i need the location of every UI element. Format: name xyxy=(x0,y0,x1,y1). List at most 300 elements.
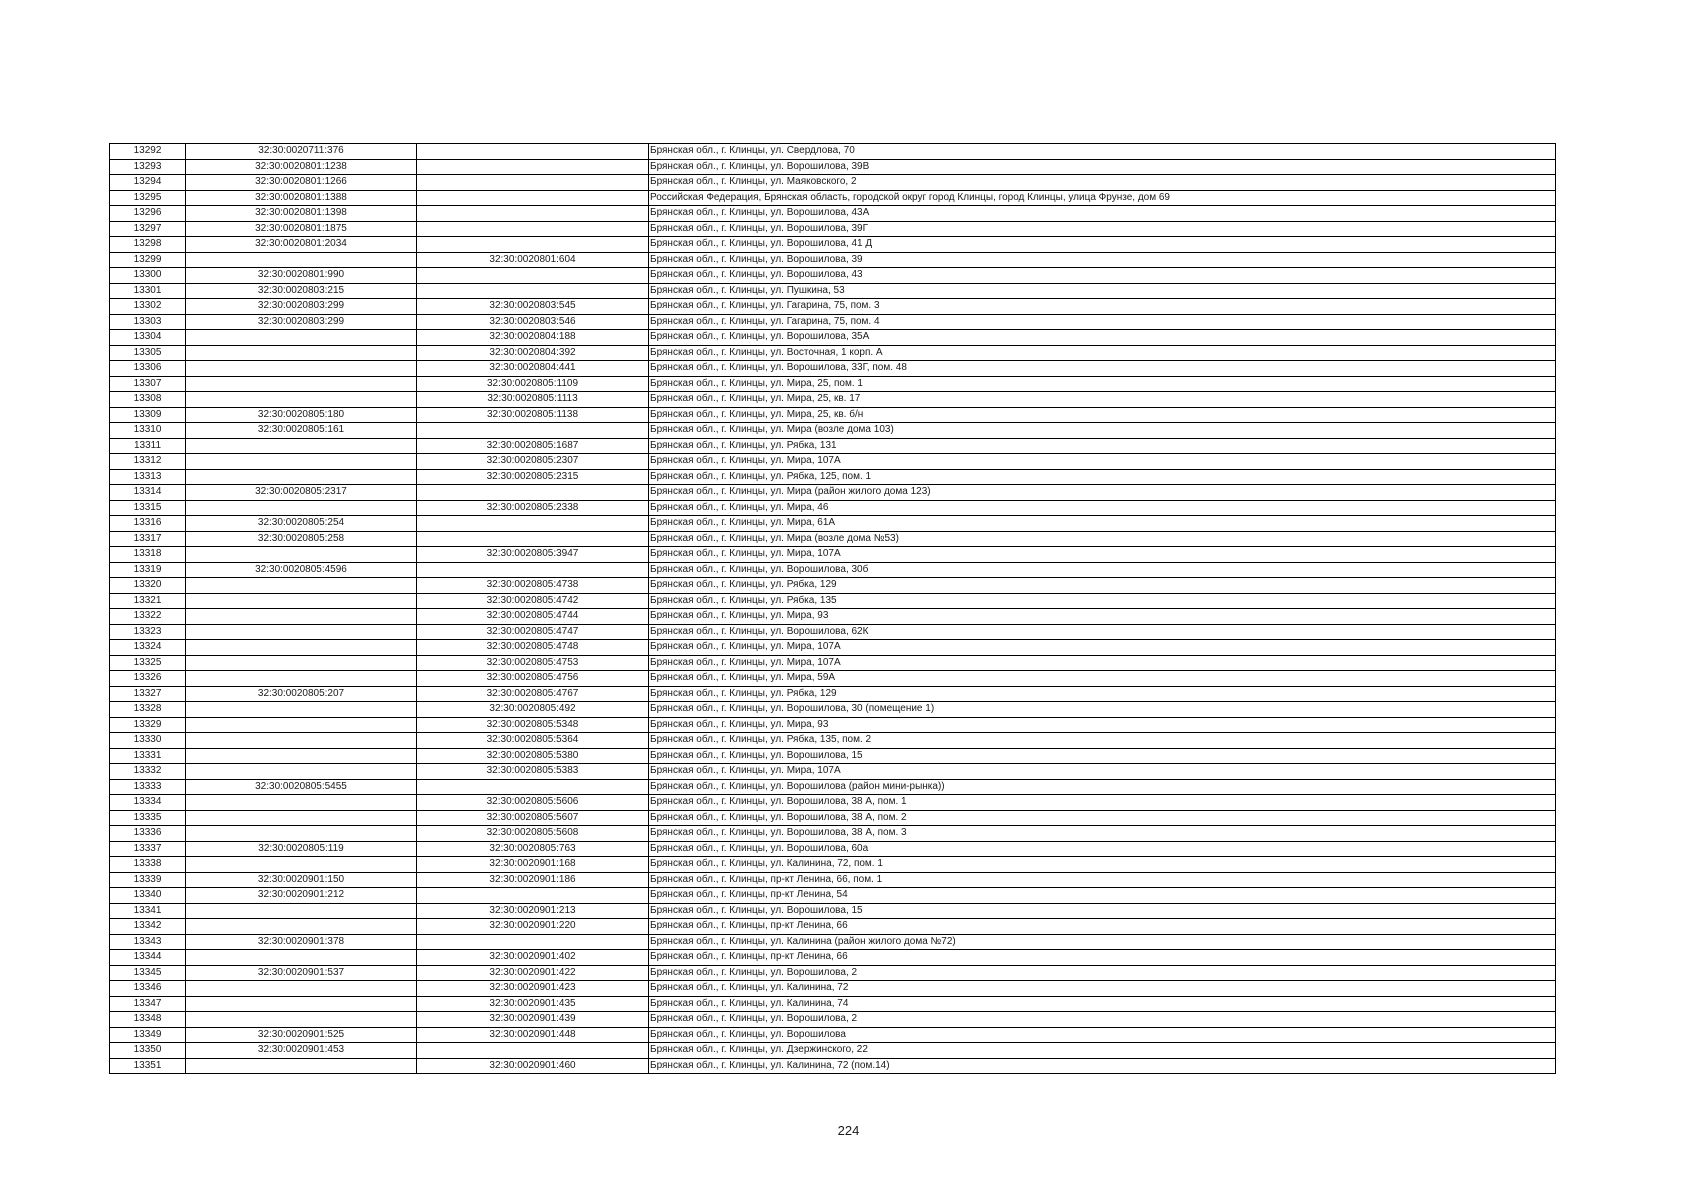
cadastral-number-cell: 32:30:0020901:537 xyxy=(186,965,417,981)
table-row xyxy=(110,221,1556,237)
related-cadastral-number-cell: 32:30:0020805:1138 xyxy=(417,407,649,423)
address-cell: Брянская обл., г. Клинцы, ул. Рябка, 129 xyxy=(649,686,1556,702)
related-cadastral-number-cell: 32:30:0020805:4742 xyxy=(417,593,649,609)
cadastral-number-cell xyxy=(186,919,417,935)
table-row xyxy=(110,159,1556,175)
row-number-cell: 13314 xyxy=(110,485,186,501)
row-number-cell: 13328 xyxy=(110,702,186,718)
cadastral-number-cell: 32:30:0020901:525 xyxy=(186,1027,417,1043)
cadastral-number-cell: 32:30:0020805:180 xyxy=(186,407,417,423)
row-number-cell: 13343 xyxy=(110,934,186,950)
related-cadastral-number-cell: 32:30:0020805:2307 xyxy=(417,454,649,470)
related-cadastral-number-cell: 32:30:0020805:4738 xyxy=(417,578,649,594)
related-cadastral-number-cell: 32:30:0020804:188 xyxy=(417,330,649,346)
table-row xyxy=(110,407,1556,423)
table-row xyxy=(110,810,1556,826)
table-row xyxy=(110,283,1556,299)
row-number-cell: 13292 xyxy=(110,144,186,160)
row-number-cell: 13339 xyxy=(110,872,186,888)
row-number-cell: 13320 xyxy=(110,578,186,594)
row-number-cell: 13295 xyxy=(110,190,186,206)
table-row xyxy=(110,826,1556,842)
address-cell: Брянская обл., г. Клинцы, ул. Рябка, 135 xyxy=(649,593,1556,609)
address-cell: Брянская обл., г. Клинцы, ул. Восточная, 1 корп. А xyxy=(649,345,1556,361)
table-row xyxy=(110,795,1556,811)
table-row xyxy=(110,872,1556,888)
related-cadastral-number-cell: 32:30:0020901:402 xyxy=(417,950,649,966)
row-number-cell: 13304 xyxy=(110,330,186,346)
related-cadastral-number-cell: 32:30:0020901:460 xyxy=(417,1058,649,1074)
address-cell: Брянская обл., г. Клинцы, ул. Гагарина, 75, пом. 3 xyxy=(649,299,1556,315)
related-cadastral-number-cell xyxy=(417,423,649,439)
address-cell: Брянская обл., г. Клинцы, ул. Ворошилова, 2 xyxy=(649,965,1556,981)
address-cell: Брянская обл., г. Клинцы, ул. Ворошилова, 38 А, пом. 2 xyxy=(649,810,1556,826)
table-row xyxy=(110,748,1556,764)
row-number-cell: 13349 xyxy=(110,1027,186,1043)
address-cell: Брянская обл., г. Клинцы, ул. Мира, 107А xyxy=(649,454,1556,470)
table-row xyxy=(110,1027,1556,1043)
cadastral-number-cell xyxy=(186,748,417,764)
related-cadastral-number-cell xyxy=(417,175,649,191)
cadastral-number-cell xyxy=(186,655,417,671)
table-row xyxy=(110,485,1556,501)
related-cadastral-number-cell: 32:30:0020901:168 xyxy=(417,857,649,873)
cadastral-number-cell xyxy=(186,361,417,377)
cadastral-number-cell: 32:30:0020901:212 xyxy=(186,888,417,904)
address-cell: Брянская обл., г. Клинцы, ул. Свердлова, 70 xyxy=(649,144,1556,160)
table-row xyxy=(110,438,1556,454)
table-row xyxy=(110,655,1556,671)
table-row xyxy=(110,764,1556,780)
address-cell: Брянская обл., г. Клинцы, ул. Мира, 107А xyxy=(649,640,1556,656)
related-cadastral-number-cell xyxy=(417,159,649,175)
related-cadastral-number-cell xyxy=(417,1043,649,1059)
table-row xyxy=(110,314,1556,330)
row-number-cell: 13341 xyxy=(110,903,186,919)
row-number-cell: 13305 xyxy=(110,345,186,361)
related-cadastral-number-cell: 32:30:0020901:186 xyxy=(417,872,649,888)
related-cadastral-number-cell xyxy=(417,221,649,237)
table-row xyxy=(110,190,1556,206)
cadastral-number-cell: 32:30:0020803:299 xyxy=(186,314,417,330)
row-number-cell: 13300 xyxy=(110,268,186,284)
address-cell: Брянская обл., г. Клинцы, ул. Мира, 25, пом. 1 xyxy=(649,376,1556,392)
address-cell: Брянская обл., г. Клинцы, ул. Ворошилова, 15 xyxy=(649,748,1556,764)
row-number-cell: 13299 xyxy=(110,252,186,268)
row-number-cell: 13326 xyxy=(110,671,186,687)
address-cell: Брянская обл., г. Клинцы, ул. Ворошилова, 39В xyxy=(649,159,1556,175)
related-cadastral-number-cell: 32:30:0020805:1113 xyxy=(417,392,649,408)
cadastral-number-cell xyxy=(186,1012,417,1028)
cadastral-number-cell: 32:30:0020901:453 xyxy=(186,1043,417,1059)
related-cadastral-number-cell: 32:30:0020805:1687 xyxy=(417,438,649,454)
cadastral-number-cell: 32:30:0020801:1266 xyxy=(186,175,417,191)
cadastral-number-cell: 32:30:0020801:990 xyxy=(186,268,417,284)
cadastral-number-cell xyxy=(186,330,417,346)
row-number-cell: 13347 xyxy=(110,996,186,1012)
address-cell: Брянская обл., г. Клинцы, ул. Маяковского, 2 xyxy=(649,175,1556,191)
related-cadastral-number-cell: 32:30:0020804:441 xyxy=(417,361,649,377)
table-row xyxy=(110,640,1556,656)
cadastral-number-cell xyxy=(186,547,417,563)
cadastral-number-cell: 32:30:0020801:1875 xyxy=(186,221,417,237)
table-row xyxy=(110,392,1556,408)
related-cadastral-number-cell xyxy=(417,206,649,222)
row-number-cell: 13334 xyxy=(110,795,186,811)
row-number-cell: 13297 xyxy=(110,221,186,237)
related-cadastral-number-cell: 32:30:0020901:423 xyxy=(417,981,649,997)
cadastral-number-cell xyxy=(186,733,417,749)
address-cell: Брянская обл., г. Клинцы, ул. Ворошилова, 35А xyxy=(649,330,1556,346)
related-cadastral-number-cell: 32:30:0020805:5607 xyxy=(417,810,649,826)
cadastral-number-cell xyxy=(186,609,417,625)
cadastral-number-cell xyxy=(186,996,417,1012)
table-row xyxy=(110,268,1556,284)
table-row xyxy=(110,578,1556,594)
table-row xyxy=(110,702,1556,718)
row-number-cell: 13303 xyxy=(110,314,186,330)
table-row xyxy=(110,857,1556,873)
cadastral-number-cell: 32:30:0020801:1238 xyxy=(186,159,417,175)
address-cell: Брянская обл., г. Клинцы, ул. Ворошилова, 60а xyxy=(649,841,1556,857)
table-row xyxy=(110,500,1556,516)
related-cadastral-number-cell xyxy=(417,144,649,160)
row-number-cell: 13322 xyxy=(110,609,186,625)
related-cadastral-number-cell xyxy=(417,562,649,578)
row-number-cell: 13318 xyxy=(110,547,186,563)
table-row xyxy=(110,237,1556,253)
row-number-cell: 13330 xyxy=(110,733,186,749)
address-cell: Брянская обл., г. Клинцы, ул. Ворошилова, 38 А, пом. 3 xyxy=(649,826,1556,842)
related-cadastral-number-cell: 32:30:0020805:5383 xyxy=(417,764,649,780)
table-row xyxy=(110,996,1556,1012)
table-row xyxy=(110,624,1556,640)
related-cadastral-number-cell: 32:30:0020805:4747 xyxy=(417,624,649,640)
related-cadastral-number-cell: 32:30:0020805:763 xyxy=(417,841,649,857)
cadastral-number-cell xyxy=(186,826,417,842)
address-cell: Российская Федерация, Брянская область, городской округ город Клинцы, город Клинцы, улица Фрунзе, дом 69 xyxy=(649,190,1556,206)
row-number-cell: 13294 xyxy=(110,175,186,191)
related-cadastral-number-cell: 32:30:0020803:546 xyxy=(417,314,649,330)
address-cell: Брянская обл., г. Клинцы, ул. Гагарина, 75, пом. 4 xyxy=(649,314,1556,330)
table-row xyxy=(110,1012,1556,1028)
related-cadastral-number-cell: 32:30:0020901:422 xyxy=(417,965,649,981)
address-cell: Брянская обл., г. Клинцы, ул. Калинина (район жилого дома №72) xyxy=(649,934,1556,950)
related-cadastral-number-cell xyxy=(417,190,649,206)
related-cadastral-number-cell: 32:30:0020805:4744 xyxy=(417,609,649,625)
row-number-cell: 13333 xyxy=(110,779,186,795)
cadastral-number-cell: 32:30:0020805:119 xyxy=(186,841,417,857)
table-row xyxy=(110,965,1556,981)
cadastral-number-cell xyxy=(186,857,417,873)
related-cadastral-number-cell: 32:30:0020805:2315 xyxy=(417,469,649,485)
cadastral-number-cell: 32:30:0020801:1398 xyxy=(186,206,417,222)
address-cell: Брянская обл., г. Клинцы, ул. Рябка, 125, пом. 1 xyxy=(649,469,1556,485)
cadastral-number-cell xyxy=(186,903,417,919)
table-row xyxy=(110,1058,1556,1074)
related-cadastral-number-cell xyxy=(417,237,649,253)
row-number-cell: 13306 xyxy=(110,361,186,377)
address-cell: Брянская обл., г. Клинцы, ул. Рябка, 135, пом. 2 xyxy=(649,733,1556,749)
address-cell: Брянская обл., г. Клинцы, ул. Ворошилова, 39Г xyxy=(649,221,1556,237)
row-number-cell: 13338 xyxy=(110,857,186,873)
table-row xyxy=(110,686,1556,702)
cadastral-number-cell: 32:30:0020711:376 xyxy=(186,144,417,160)
table-row xyxy=(110,330,1556,346)
address-cell: Брянская обл., г. Клинцы, ул. Мира (район жилого дома 123) xyxy=(649,485,1556,501)
table-row xyxy=(110,981,1556,997)
row-number-cell: 13308 xyxy=(110,392,186,408)
row-number-cell: 13324 xyxy=(110,640,186,656)
cadastral-number-cell xyxy=(186,671,417,687)
row-number-cell: 13340 xyxy=(110,888,186,904)
cadastral-number-cell: 32:30:0020901:150 xyxy=(186,872,417,888)
table-row xyxy=(110,547,1556,563)
cadastral-number-cell xyxy=(186,640,417,656)
related-cadastral-number-cell: 32:30:0020901:213 xyxy=(417,903,649,919)
registry-table-body xyxy=(110,144,1556,1074)
cadastral-number-cell: 32:30:0020805:161 xyxy=(186,423,417,439)
related-cadastral-number-cell: 32:30:0020805:492 xyxy=(417,702,649,718)
address-cell: Брянская обл., г. Клинцы, ул. Мира, 93 xyxy=(649,717,1556,733)
address-cell: Брянская обл., г. Клинцы, ул. Мира, 107А xyxy=(649,655,1556,671)
cadastral-number-cell xyxy=(186,500,417,516)
cadastral-number-cell: 32:30:0020803:299 xyxy=(186,299,417,315)
address-cell: Брянская обл., г. Клинцы, ул. Рябка, 129 xyxy=(649,578,1556,594)
table-row xyxy=(110,516,1556,532)
row-number-cell: 13331 xyxy=(110,748,186,764)
table-row xyxy=(110,609,1556,625)
address-cell: Брянская обл., г. Клинцы, ул. Мира (возле дома 103) xyxy=(649,423,1556,439)
cadastral-number-cell xyxy=(186,717,417,733)
related-cadastral-number-cell: 32:30:0020805:5348 xyxy=(417,717,649,733)
cadastral-number-cell xyxy=(186,795,417,811)
row-number-cell: 13316 xyxy=(110,516,186,532)
table-row xyxy=(110,733,1556,749)
table-row xyxy=(110,671,1556,687)
row-number-cell: 13336 xyxy=(110,826,186,842)
cadastral-number-cell xyxy=(186,981,417,997)
row-number-cell: 13321 xyxy=(110,593,186,609)
cadastral-number-cell xyxy=(186,454,417,470)
address-cell: Брянская обл., г. Клинцы, ул. Калинина, 72 xyxy=(649,981,1556,997)
address-cell: Брянская обл., г. Клинцы, ул. Ворошилова, 33Г, пом. 48 xyxy=(649,361,1556,377)
table-row xyxy=(110,934,1556,950)
row-number-cell: 13310 xyxy=(110,423,186,439)
table-row xyxy=(110,531,1556,547)
table-row xyxy=(110,717,1556,733)
related-cadastral-number-cell xyxy=(417,779,649,795)
row-number-cell: 13319 xyxy=(110,562,186,578)
cadastral-number-cell: 32:30:0020805:207 xyxy=(186,686,417,702)
related-cadastral-number-cell xyxy=(417,934,649,950)
related-cadastral-number-cell: 32:30:0020805:5364 xyxy=(417,733,649,749)
related-cadastral-number-cell: 32:30:0020805:4748 xyxy=(417,640,649,656)
registry-table xyxy=(109,143,1556,1074)
cadastral-number-cell xyxy=(186,810,417,826)
cadastral-number-cell xyxy=(186,1058,417,1074)
related-cadastral-number-cell: 32:30:0020805:1109 xyxy=(417,376,649,392)
related-cadastral-number-cell: 32:30:0020805:2338 xyxy=(417,500,649,516)
address-cell: Брянская обл., г. Клинцы, ул. Калинина, 72, пом. 1 xyxy=(649,857,1556,873)
address-cell: Брянская обл., г. Клинцы, ул. Калинина, 72 (пом.14) xyxy=(649,1058,1556,1074)
address-cell: Брянская обл., г. Клинцы, ул. Мира, 61А xyxy=(649,516,1556,532)
related-cadastral-number-cell: 32:30:0020805:4767 xyxy=(417,686,649,702)
related-cadastral-number-cell: 32:30:0020805:4753 xyxy=(417,655,649,671)
row-number-cell: 13301 xyxy=(110,283,186,299)
row-number-cell: 13309 xyxy=(110,407,186,423)
address-cell: Брянская обл., г. Клинцы, ул. Рябка, 131 xyxy=(649,438,1556,454)
table-row xyxy=(110,562,1556,578)
address-cell: Брянская обл., г. Клинцы, ул. Ворошилова, 38 А, пом. 1 xyxy=(649,795,1556,811)
address-cell: Брянская обл., г. Клинцы, пр-кт Ленина, 54 xyxy=(649,888,1556,904)
table-row xyxy=(110,175,1556,191)
cadastral-number-cell xyxy=(186,624,417,640)
row-number-cell: 13311 xyxy=(110,438,186,454)
row-number-cell: 13323 xyxy=(110,624,186,640)
related-cadastral-number-cell xyxy=(417,485,649,501)
table-row xyxy=(110,252,1556,268)
table-row xyxy=(110,345,1556,361)
row-number-cell: 13337 xyxy=(110,841,186,857)
row-number-cell: 13348 xyxy=(110,1012,186,1028)
table-row xyxy=(110,423,1556,439)
address-cell: Брянская обл., г. Клинцы, ул. Ворошилова, 15 xyxy=(649,903,1556,919)
table-row xyxy=(110,469,1556,485)
address-cell: Брянская обл., г. Клинцы, ул. Калинина, 74 xyxy=(649,996,1556,1012)
address-cell: Брянская обл., г. Клинцы, пр-кт Ленина, 66 xyxy=(649,919,1556,935)
row-number-cell: 13344 xyxy=(110,950,186,966)
related-cadastral-number-cell: 32:30:0020801:604 xyxy=(417,252,649,268)
cadastral-number-cell xyxy=(186,764,417,780)
related-cadastral-number-cell xyxy=(417,268,649,284)
row-number-cell: 13312 xyxy=(110,454,186,470)
address-cell: Брянская обл., г. Клинцы, ул. Мира, 59А xyxy=(649,671,1556,687)
row-number-cell: 13315 xyxy=(110,500,186,516)
address-cell: Брянская обл., г. Клинцы, ул. Ворошилова, 43А xyxy=(649,206,1556,222)
address-cell: Брянская обл., г. Клинцы, ул. Ворошилова, 2 xyxy=(649,1012,1556,1028)
row-number-cell: 13325 xyxy=(110,655,186,671)
table-row xyxy=(110,841,1556,857)
address-cell: Брянская обл., г. Клинцы, ул. Мира, 25, кв. 17 xyxy=(649,392,1556,408)
row-number-cell: 13342 xyxy=(110,919,186,935)
table-row xyxy=(110,593,1556,609)
cadastral-number-cell: 32:30:0020805:258 xyxy=(186,531,417,547)
table-row xyxy=(110,206,1556,222)
related-cadastral-number-cell: 32:30:0020805:5608 xyxy=(417,826,649,842)
cadastral-number-cell xyxy=(186,950,417,966)
cadastral-number-cell: 32:30:0020805:5455 xyxy=(186,779,417,795)
row-number-cell: 13296 xyxy=(110,206,186,222)
related-cadastral-number-cell: 32:30:0020805:5380 xyxy=(417,748,649,764)
row-number-cell: 13329 xyxy=(110,717,186,733)
address-cell: Брянская обл., г. Клинцы, ул. Мира, 107А xyxy=(649,547,1556,563)
address-cell: Брянская обл., г. Клинцы, ул. Мира, 93 xyxy=(649,609,1556,625)
row-number-cell: 13313 xyxy=(110,469,186,485)
row-number-cell: 13350 xyxy=(110,1043,186,1059)
row-number-cell: 13351 xyxy=(110,1058,186,1074)
related-cadastral-number-cell xyxy=(417,888,649,904)
address-cell: Брянская обл., г. Клинцы, ул. Ворошилова, 39 xyxy=(649,252,1556,268)
address-cell: Брянская обл., г. Клинцы, ул. Дзержинского, 22 xyxy=(649,1043,1556,1059)
row-number-cell: 13293 xyxy=(110,159,186,175)
table-row xyxy=(110,888,1556,904)
table-row xyxy=(110,903,1556,919)
table-row xyxy=(110,779,1556,795)
cadastral-number-cell xyxy=(186,469,417,485)
related-cadastral-number-cell: 32:30:0020901:435 xyxy=(417,996,649,1012)
address-cell: Брянская обл., г. Клинцы, ул. Ворошилова, 62К xyxy=(649,624,1556,640)
cadastral-number-cell: 32:30:0020805:2317 xyxy=(186,485,417,501)
address-cell: Брянская обл., г. Клинцы, ул. Ворошилова, 30б xyxy=(649,562,1556,578)
table-row xyxy=(110,454,1556,470)
cadastral-number-cell: 32:30:0020805:4596 xyxy=(186,562,417,578)
row-number-cell: 13335 xyxy=(110,810,186,826)
cadastral-number-cell xyxy=(186,702,417,718)
address-cell: Брянская обл., г. Клинцы, пр-кт Ленина, 66, пом. 1 xyxy=(649,872,1556,888)
related-cadastral-number-cell: 32:30:0020805:4756 xyxy=(417,671,649,687)
cadastral-number-cell: 32:30:0020805:254 xyxy=(186,516,417,532)
row-number-cell: 13332 xyxy=(110,764,186,780)
related-cadastral-number-cell xyxy=(417,283,649,299)
address-cell: Брянская обл., г. Клинцы, ул. Мира, 107А xyxy=(649,764,1556,780)
row-number-cell: 13302 xyxy=(110,299,186,315)
cadastral-number-cell: 32:30:0020803:215 xyxy=(186,283,417,299)
cadastral-number-cell xyxy=(186,345,417,361)
cadastral-number-cell xyxy=(186,392,417,408)
address-cell: Брянская обл., г. Клинцы, пр-кт Ленина, 66 xyxy=(649,950,1556,966)
related-cadastral-number-cell: 32:30:0020901:448 xyxy=(417,1027,649,1043)
related-cadastral-number-cell: 32:30:0020804:392 xyxy=(417,345,649,361)
cadastral-number-cell: 32:30:0020801:2034 xyxy=(186,237,417,253)
row-number-cell: 13327 xyxy=(110,686,186,702)
related-cadastral-number-cell: 32:30:0020805:5606 xyxy=(417,795,649,811)
address-cell: Брянская обл., г. Клинцы, ул. Ворошилова xyxy=(649,1027,1556,1043)
address-cell: Брянская обл., г. Клинцы, ул. Мира, 25, кв. б/н xyxy=(649,407,1556,423)
related-cadastral-number-cell: 32:30:0020803:545 xyxy=(417,299,649,315)
related-cadastral-number-cell: 32:30:0020901:220 xyxy=(417,919,649,935)
cadastral-number-cell xyxy=(186,593,417,609)
cadastral-number-cell xyxy=(186,578,417,594)
address-cell: Брянская обл., г. Клинцы, ул. Мира (возле дома №53) xyxy=(649,531,1556,547)
address-cell: Брянская обл., г. Клинцы, ул. Пушкина, 53 xyxy=(649,283,1556,299)
table-row xyxy=(110,919,1556,935)
related-cadastral-number-cell: 32:30:0020805:3947 xyxy=(417,547,649,563)
address-cell: Брянская обл., г. Клинцы, ул. Ворошилова, 41 Д xyxy=(649,237,1556,253)
address-cell: Брянская обл., г. Клинцы, ул. Ворошилова, 43 xyxy=(649,268,1556,284)
table-row xyxy=(110,376,1556,392)
table-row xyxy=(110,950,1556,966)
page-number: 224 xyxy=(837,1123,860,1138)
row-number-cell: 13317 xyxy=(110,531,186,547)
row-number-cell: 13307 xyxy=(110,376,186,392)
cadastral-number-cell xyxy=(186,438,417,454)
row-number-cell: 13345 xyxy=(110,965,186,981)
address-cell: Брянская обл., г. Клинцы, ул. Ворошилова (район мини-рынка)) xyxy=(649,779,1556,795)
table-row xyxy=(110,1043,1556,1059)
row-number-cell: 13346 xyxy=(110,981,186,997)
table-row xyxy=(110,299,1556,315)
table-row xyxy=(110,144,1556,160)
cadastral-number-cell: 32:30:0020901:378 xyxy=(186,934,417,950)
row-number-cell: 13298 xyxy=(110,237,186,253)
cadastral-number-cell xyxy=(186,252,417,268)
related-cadastral-number-cell xyxy=(417,531,649,547)
cadastral-number-cell: 32:30:0020801:1388 xyxy=(186,190,417,206)
table-row xyxy=(110,361,1556,377)
address-cell: Брянская обл., г. Клинцы, ул. Мира, 46 xyxy=(649,500,1556,516)
related-cadastral-number-cell: 32:30:0020901:439 xyxy=(417,1012,649,1028)
